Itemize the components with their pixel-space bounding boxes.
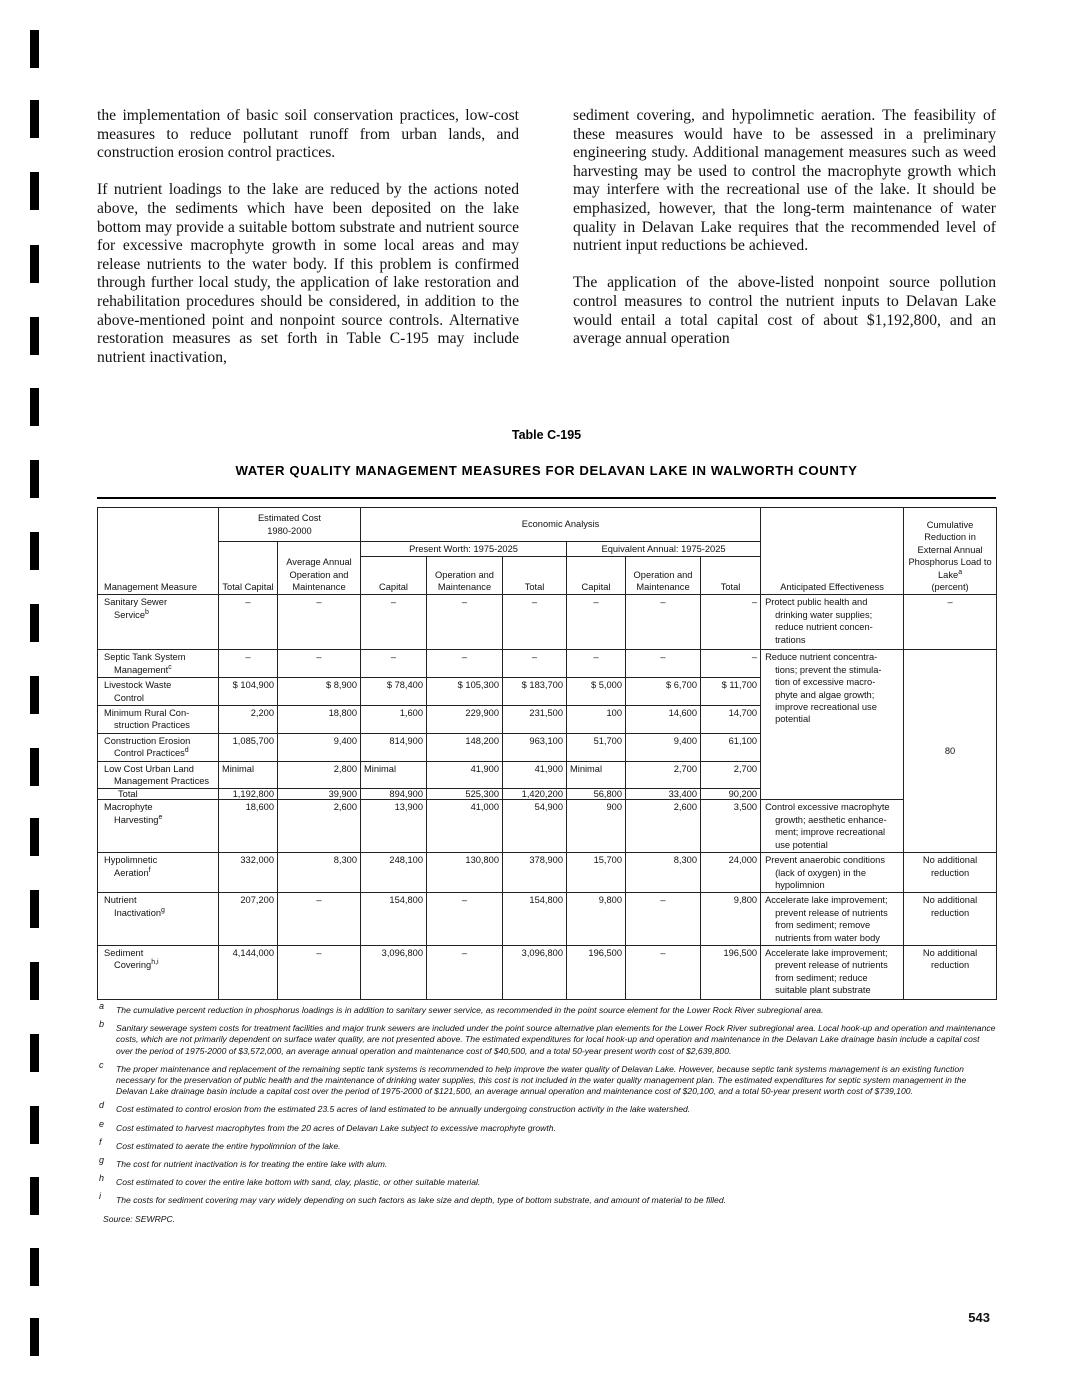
measure-name: Nutrient Inactivation$^g$ bbox=[98, 893, 219, 946]
header-total-capital: Total Capital bbox=[219, 542, 278, 595]
cell-ea-total: 24,000 bbox=[701, 853, 761, 893]
cell-total-capital: $ 104,900 bbox=[219, 678, 278, 706]
cell-pw-capital: 814,900 bbox=[361, 733, 427, 761]
cell-pw-om: – bbox=[427, 650, 503, 678]
header-cumulative bbox=[904, 508, 997, 595]
cell-ea-capital: 15,700 bbox=[567, 853, 626, 893]
cell-avg-om: 2,800 bbox=[278, 761, 361, 789]
cell-pw-total: 378,900 bbox=[503, 853, 567, 893]
cell-pw-capital: 894,900 bbox=[361, 789, 427, 800]
cell-avg-om: 8,300 bbox=[278, 853, 361, 893]
cell-avg-om: – bbox=[278, 945, 361, 999]
footnote-ref: d bbox=[184, 747, 189, 755]
footnote bbox=[97, 1059, 996, 1098]
header-pw-total: Total bbox=[503, 557, 567, 595]
table-row bbox=[98, 595, 997, 650]
cell-ea-om: 2,700 bbox=[626, 761, 701, 789]
footnote-mark: h bbox=[99, 1173, 105, 1184]
footnote bbox=[97, 1155, 996, 1170]
footnote-text: Cost estimated to cover the entire lake bottom with sand, clay, plastic, or other suitable material. bbox=[116, 1177, 481, 1188]
body-paragraph: the implementation of basic soil conservation practices, low-cost measures to reduce pollutant runoff from urban lands, and construction erosion control practices. bbox=[97, 107, 519, 162]
cell-pw-total: – bbox=[503, 595, 567, 650]
table-footnotes bbox=[97, 1001, 996, 1225]
footnote-text: The cumulative percent reduction in phosphorus loadings is in addition to sanitary sewer service, as recommended in the point source element for the Lower Rock River subregional area. bbox=[116, 1005, 824, 1015]
effectiveness-cell: Prevent anaerobic conditions (lack of oxygen) in the hypolimnion bbox=[761, 853, 904, 893]
cell-total-capital: 4,144,000 bbox=[219, 945, 278, 999]
table-row bbox=[98, 800, 997, 853]
header-effectiveness: Anticipated Effectiveness bbox=[761, 508, 904, 595]
cell-pw-capital: Minimal bbox=[361, 761, 427, 789]
cell-total-capital: 18,600 bbox=[219, 800, 278, 853]
table-source: Source: SEWRPC. bbox=[103, 1213, 176, 1224]
cell-pw-total: 41,900 bbox=[503, 761, 567, 789]
effectiveness-cell: Control excessive macrophyte growth; aesthetic enhance- ment; improve recreational use potential bbox=[761, 800, 904, 853]
cell-avg-om: – bbox=[278, 595, 361, 650]
cell-total-capital: – bbox=[219, 595, 278, 650]
cell-ea-capital: 51,700 bbox=[567, 733, 626, 761]
cell-pw-om: 41,000 bbox=[427, 800, 503, 853]
cell-pw-total: – bbox=[503, 650, 567, 678]
cell-pw-om: 148,200 bbox=[427, 733, 503, 761]
cell-pw-om: 41,900 bbox=[427, 761, 503, 789]
body-column-right bbox=[573, 107, 996, 367]
effectiveness-cell: Protect public health and drinking water supplies; reduce nutrient concen- trations bbox=[761, 595, 904, 650]
measure-name: Minimum Rural Con- struction Practices bbox=[98, 706, 219, 734]
body-column-left bbox=[97, 107, 519, 386]
header-ea-om: Operation and Maintenance bbox=[626, 557, 701, 595]
table-top-rule bbox=[97, 497, 996, 499]
cell-ea-total: 61,100 bbox=[701, 733, 761, 761]
footnote bbox=[97, 1019, 996, 1057]
footnote bbox=[97, 1100, 996, 1115]
footnote-mark: c bbox=[99, 1059, 104, 1070]
header-present-worth: Present Worth: 1975-2025 bbox=[361, 542, 567, 557]
cumulative-cell: – bbox=[904, 595, 997, 650]
header-cumulative-unit: (percent) bbox=[931, 582, 969, 592]
footnote bbox=[97, 1001, 996, 1016]
page-number: 543 bbox=[968, 1310, 990, 1325]
header-ea-total: Total bbox=[701, 557, 761, 595]
cell-ea-capital: Minimal bbox=[567, 761, 626, 789]
footnote bbox=[97, 1173, 996, 1188]
cell-pw-total: 963,100 bbox=[503, 733, 567, 761]
footnote-text: Cost estimated to harvest macrophytes from the 20 acres of Delavan Lake subject to excessive macrophyte growth. bbox=[116, 1122, 556, 1133]
measures-table bbox=[97, 507, 997, 1000]
header-pw-om: Operation and Maintenance bbox=[427, 557, 503, 595]
cell-pw-total: 154,800 bbox=[503, 893, 567, 946]
cell-pw-om: $ 105,300 bbox=[427, 678, 503, 706]
table-row bbox=[98, 853, 997, 893]
body-paragraph: If nutrient loadings to the lake are reduced by the actions noted above, the sediments which have been deposited on the lake bottom may provide a suitable bottom substrate and nutrient source for excessive macrophyte growth in some local areas and may release nutrients to the water body. If this problem is confirmed through further local study, the application of lake restoration and rehabilitation procedures should be considered, in addition to the above-mentioned point and nonpoint source controls. Alternative restoration measures as set forth in Table C-195 may include nutrient inactivation, bbox=[97, 181, 519, 366]
cell-ea-capital: 100 bbox=[567, 706, 626, 734]
cell-ea-total: 14,700 bbox=[701, 706, 761, 734]
cell-pw-om: – bbox=[427, 893, 503, 946]
measure-name: Sediment Covering$^{h,i}$ bbox=[98, 945, 219, 999]
table-row bbox=[98, 650, 997, 678]
cumulative-cell: No additional reduction bbox=[904, 893, 997, 946]
cell-pw-total: 54,900 bbox=[503, 800, 567, 853]
cell-ea-total: 90,200 bbox=[701, 789, 761, 800]
footnote-mark: f bbox=[99, 1136, 102, 1147]
cell-pw-capital: – bbox=[361, 595, 427, 650]
cell-pw-total: 3,096,800 bbox=[503, 945, 567, 999]
body-paragraph: sediment covering, and hypolimnetic aeration. The feasibility of these measures would have to be assessed in a preliminary engineering study. Additional management measures such as weed harvesting may be used to control the macrophyte growth which may interfere with the recreational use of the lake. It should be emphasized, however, that the long-term maintenance of water quality in Delavan Lake requires that the recommended level of nutrient input reductions be achieved. bbox=[573, 107, 996, 255]
header-estimated-cost-period: 1980-2000 bbox=[267, 525, 312, 536]
cumulative-cell: No additional reduction bbox=[904, 945, 997, 999]
cell-ea-om: – bbox=[626, 595, 701, 650]
header-estimated-cost-label: Estimated Cost bbox=[257, 513, 322, 524]
cell-ea-total: – bbox=[701, 595, 761, 650]
header-management-measure: Management Measure bbox=[98, 508, 219, 595]
header-estimated-cost bbox=[219, 508, 361, 542]
footnote-mark: g bbox=[99, 1155, 105, 1166]
cell-pw-total: $ 183,700 bbox=[503, 678, 567, 706]
cell-ea-om: – bbox=[626, 650, 701, 678]
footnote-mark: i bbox=[99, 1191, 101, 1202]
table-label: Table C-195 bbox=[511, 428, 582, 442]
effectiveness-cell: Accelerate lake improvement; prevent release of nutrients from sediment; reduce suitable plant substrate bbox=[761, 945, 904, 999]
cell-pw-om: 525,300 bbox=[427, 789, 503, 800]
header-pw-capital: Capital bbox=[361, 557, 427, 595]
header-avg-annual-om: Average Annual Operation and Maintenance bbox=[278, 542, 361, 595]
measure-name: Macrophyte Harvesting$^e$ bbox=[98, 800, 219, 853]
cell-ea-capital: 196,500 bbox=[567, 945, 626, 999]
footnote-mark: e bbox=[99, 1118, 105, 1129]
cell-total-capital: 207,200 bbox=[219, 893, 278, 946]
cell-total-capital: – bbox=[219, 650, 278, 678]
cell-pw-capital: 248,100 bbox=[361, 853, 427, 893]
measure-name: Septic Tank System Management$^c$ bbox=[98, 650, 219, 678]
footnote-mark: b bbox=[99, 1019, 105, 1030]
binder-marks bbox=[30, 0, 40, 1380]
measure-name: Sanitary Sewer Service$^b$ bbox=[98, 595, 219, 650]
cell-total-capital: 1,192,800 bbox=[219, 789, 278, 800]
body-paragraph: The application of the above-listed nonpoint source pollution control measures to control the nutrient inputs to Delavan Lake would entail a total capital cost of about $1,192,800, and an average annual operation bbox=[573, 274, 996, 348]
cell-ea-total: 3,500 bbox=[701, 800, 761, 853]
cell-avg-om: 2,600 bbox=[278, 800, 361, 853]
footnote-text: The costs for sediment covering may vary widely depending on such factors as lake size and depth, type of bottom substrate, and amount of material to be filled. bbox=[116, 1195, 727, 1206]
cell-ea-om: – bbox=[626, 893, 701, 946]
cell-total-capital: 332,000 bbox=[219, 853, 278, 893]
cell-ea-om: 8,300 bbox=[626, 853, 701, 893]
cell-ea-om: 33,400 bbox=[626, 789, 701, 800]
cell-ea-om: 9,400 bbox=[626, 733, 701, 761]
footnote-ref: h,i bbox=[151, 959, 159, 967]
cell-pw-om: – bbox=[427, 945, 503, 999]
footnote bbox=[97, 1191, 996, 1206]
footnote bbox=[97, 1136, 996, 1152]
cell-avg-om: – bbox=[278, 893, 361, 946]
measure-name: Construction Erosion Control Practices$^d$ bbox=[98, 733, 219, 761]
cell-pw-capital: 1,600 bbox=[361, 706, 427, 734]
cell-ea-om: 14,600 bbox=[626, 706, 701, 734]
cell-ea-capital: 56,800 bbox=[567, 789, 626, 800]
footnote-ref: b bbox=[145, 608, 149, 616]
header-ea-capital: Capital bbox=[567, 557, 626, 595]
cell-pw-capital: $ 78,400 bbox=[361, 678, 427, 706]
cell-ea-total: 9,800 bbox=[701, 893, 761, 946]
cell-ea-capital: – bbox=[567, 650, 626, 678]
footnote-ref: c bbox=[168, 663, 172, 671]
cell-pw-capital: – bbox=[361, 650, 427, 678]
cell-pw-om: 130,800 bbox=[427, 853, 503, 893]
cell-pw-capital: 154,800 bbox=[361, 893, 427, 946]
cell-avg-om: 39,900 bbox=[278, 789, 361, 800]
cumulative-cell: 80 bbox=[904, 650, 997, 853]
cell-total-capital: 2,200 bbox=[219, 706, 278, 734]
cell-ea-om: 2,600 bbox=[626, 800, 701, 853]
cell-pw-total: 231,500 bbox=[503, 706, 567, 734]
cell-total-capital: Minimal bbox=[219, 761, 278, 789]
table-title: WATER QUALITY MANAGEMENT MEASURES FOR DELAVAN LAKE IN WALWORTH COUNTY bbox=[235, 463, 858, 478]
footnote-ref: f bbox=[148, 866, 151, 874]
measure-name: Hypolimnetic Aeration$^f$ bbox=[98, 853, 219, 893]
footnote-ref: g bbox=[161, 906, 165, 914]
footnote-text: The cost for nutrient inactivation is for treating the entire lake with alum. bbox=[116, 1159, 388, 1170]
cell-ea-capital: 900 bbox=[567, 800, 626, 853]
cell-ea-total: – bbox=[701, 650, 761, 678]
footnote-text: Sanitary sewerage system costs for treatment facilities and major trunk sewers are included under the point source alternative plan elements for the Lower Rock River subregional area. Local hook-up and operation and maintenance costs, which are not primarily dependent on surface water quality, are not presented above. The estimated expenditures for local hook-up and operation and maintenance in the Delavan Lake drainage basin include a capital cost over the period of 1975-2000 of $3,572,000, an average annual operation and maintenance cost of $40,500, and a total 50-year present worth cost of $2,639,800. bbox=[116, 1023, 996, 1056]
cell-avg-om: 9,400 bbox=[278, 733, 361, 761]
cell-ea-total: 196,500 bbox=[701, 945, 761, 999]
cell-ea-capital: $ 5,000 bbox=[567, 678, 626, 706]
cell-ea-om: $ 6,700 bbox=[626, 678, 701, 706]
effectiveness-cell: Reduce nutrient concentra- tions; prevent the stimula- tion of excessive macro- phyte and algae growth; improve recreational use potential bbox=[761, 650, 904, 800]
header-equivalent-annual: Equivalent Annual: 1975-2025 bbox=[567, 542, 761, 557]
effectiveness-cell: Accelerate lake improvement; prevent release of nutrients from sediment; remove nutrients from water body bbox=[761, 893, 904, 946]
cumulative-cell: No additional reduction bbox=[904, 853, 997, 893]
cell-pw-total: 1,420,200 bbox=[503, 789, 567, 800]
cell-pw-capital: 3,096,800 bbox=[361, 945, 427, 999]
cell-avg-om: $ 8,900 bbox=[278, 678, 361, 706]
footnote-text: Cost estimated to control erosion from the estimated 23.5 acres of land estimated to be annually undergoing construction activity in the lake watershed. bbox=[116, 1104, 691, 1115]
cell-avg-om: – bbox=[278, 650, 361, 678]
cell-ea-total: 2,700 bbox=[701, 761, 761, 789]
table-row bbox=[98, 945, 997, 999]
footnote-text: Cost estimated to aerate the entire hypolimnion of the lake. bbox=[116, 1140, 341, 1151]
footnote-ref: a bbox=[958, 568, 963, 576]
cell-pw-om: 229,900 bbox=[427, 706, 503, 734]
cell-ea-capital: 9,800 bbox=[567, 893, 626, 946]
table-row bbox=[98, 893, 997, 946]
cell-pw-capital: 13,900 bbox=[361, 800, 427, 853]
cell-ea-om: – bbox=[626, 945, 701, 999]
footnote-text: The proper maintenance and replacement of the remaining septic tank systems is recommended to help improve the water quality of Delavan Lake. However, because septic tank systems management is an existing function necessary for the preservation of public health and the maintenance of drinking water supplies, this cost is not included in the water quality management plan. The estimated expenditures for septic system management in the Delavan Lake drainage basin include a capital cost over the period of 1975-2000 of $121,500, an average annual operation and maintenance cost of $20,100, and a total 50-year present worth cost of $739,100. bbox=[116, 1063, 967, 1097]
cell-total-capital: 1,085,700 bbox=[219, 733, 278, 761]
measure-name: Livestock Waste Control bbox=[98, 678, 219, 706]
cell-ea-total: $ 11,700 bbox=[701, 678, 761, 706]
cell-ea-capital: – bbox=[567, 595, 626, 650]
footnote-mark: a bbox=[99, 1001, 105, 1011]
measure-name: Total bbox=[98, 789, 219, 800]
cell-pw-om: – bbox=[427, 595, 503, 650]
cell-avg-om: 18,800 bbox=[278, 706, 361, 734]
header-cumulative-label: Cumulative Reduction in External Annual Phosphorus Load to Lake bbox=[908, 519, 992, 580]
footnote-ref: e bbox=[158, 813, 163, 821]
footnote bbox=[97, 1118, 996, 1134]
header-economic-analysis: Economic Analysis bbox=[361, 508, 761, 542]
footnote-mark: d bbox=[99, 1100, 105, 1111]
measure-name: Low Cost Urban Land Management Practices bbox=[98, 761, 219, 789]
